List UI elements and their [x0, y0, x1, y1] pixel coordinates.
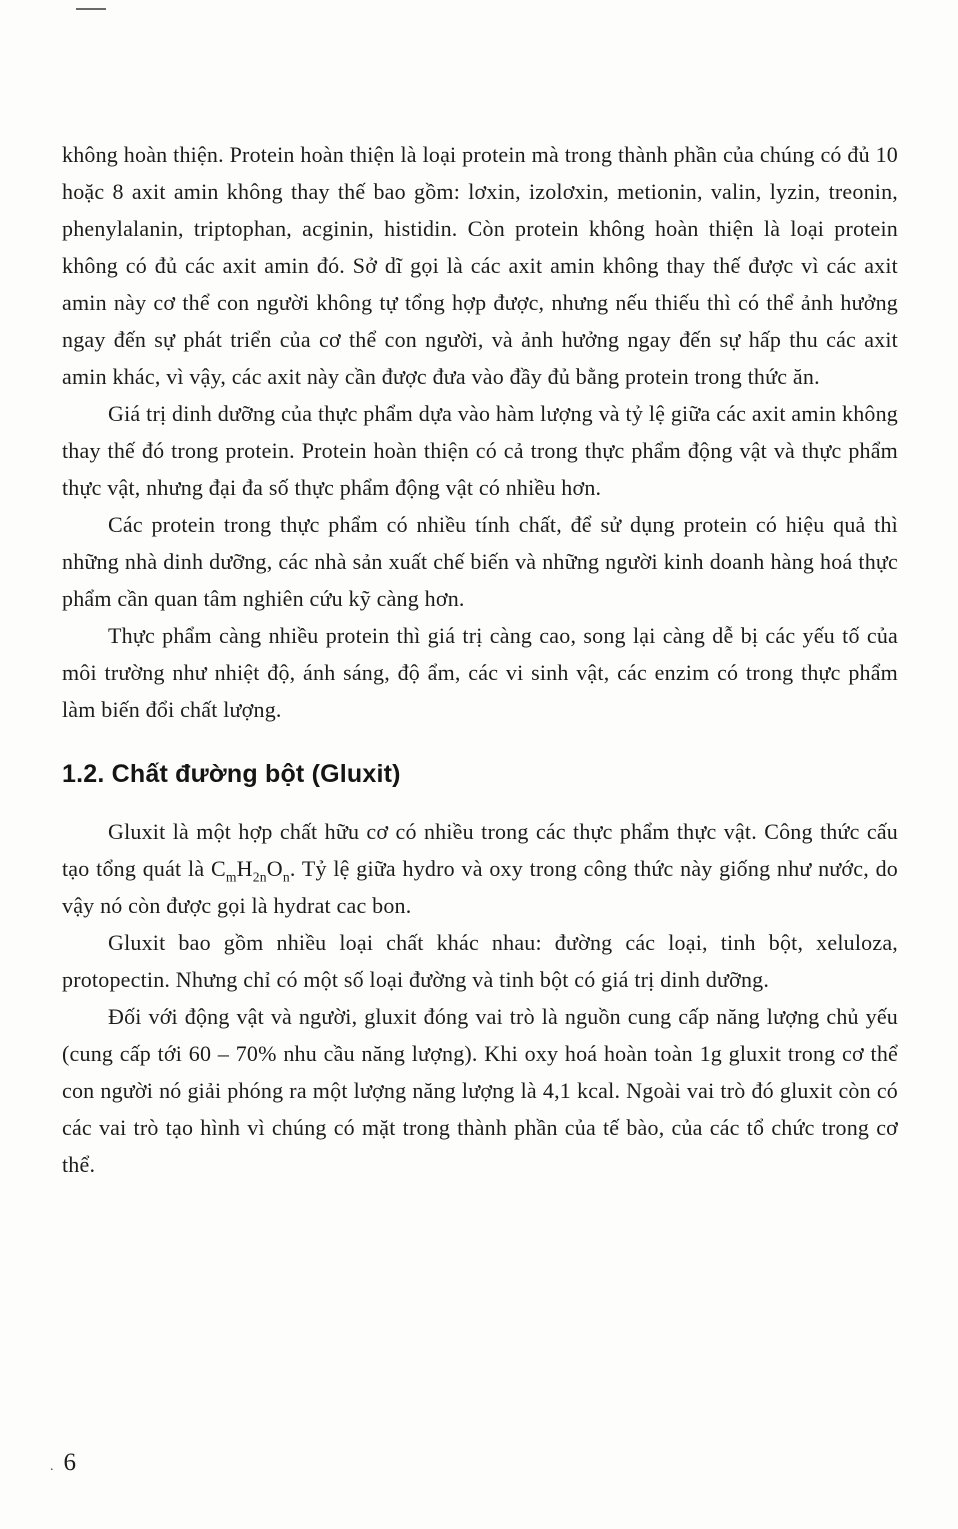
- formula-element-c: C: [210, 856, 226, 881]
- formula-paragraph-pre-text: Gluxit là một hợp chất hữu cơ có nhiều trong các thực phẩm thực vật. Công thức cấu tạo tổng quát là: [62, 819, 898, 881]
- chemical-formula: [210, 856, 290, 885]
- paragraph-2: Giá trị dinh dưỡng của thực phẩm dựa vào hàm lượng và tỷ lệ giữa các axit amin không thay thế đó trong protein. Protein hoàn thiện có cả trong thực phẩm động vật và thực phẩm thực vật, nhưng đại đa số thực phẩm động vật có nhiều hơn.: [62, 401, 898, 500]
- paragraph-7: Đối với động vật và người, gluxit đóng vai trò là nguồn cung cấp năng lượng chủ yếu (cung cấp tới 60 – 70% nhu cầu năng lượng). Khi oxy hoá hoàn toàn 1g gluxit trong cơ thể con người nó giải phóng ra một lượng năng lượng là 4,1 kcal. Ngoài vai trò đó gluxit còn có các vai trò tạo hình vì chúng có mặt trong thành phần của tế bào, của các tổ chức trong cơ thể.: [62, 1004, 898, 1177]
- formula-subscript-2n: 2n: [252, 869, 267, 885]
- footer-dot-artifact: .: [50, 1459, 54, 1474]
- page-number: 6: [63, 1449, 76, 1476]
- formula-paragraph-post-text: . Tỷ lệ giữa hydro và oxy trong công thức này giống như nước, do vậy nó còn được gọi là hydrat cac bon.: [62, 856, 898, 918]
- paragraph-3: Các protein trong thực phẩm có nhiều tính chất, để sử dụng protein có hiệu quả thì những nhà dinh dưỡng, các nhà sản xuất chế biến và những người kinh doanh hàng hoá thực phẩm cần quan tâm nghiên cứu kỹ càng hơn.: [62, 512, 898, 611]
- section-heading: 1.2. Chất đường bột (Gluxit): [62, 760, 401, 788]
- paragraph-5-with-formula: [62, 813, 898, 924]
- page-text: [62, 136, 898, 1183]
- formula-element-o: O: [266, 856, 283, 881]
- formula-element-h: H: [236, 856, 253, 881]
- paragraph-6: Gluxit bao gồm nhiều loại chất khác nhau: đường các loại, tinh bột, xeluloza, protopectin. Nhưng chỉ có một số loại đường và tinh bột có giá trị dinh dưỡng.: [62, 930, 898, 992]
- page-footer: [50, 1449, 76, 1477]
- scan-artifact-line: [76, 8, 106, 10]
- formula-subscript-n: n: [282, 869, 290, 885]
- paragraph-1: không hoàn thiện. Protein hoàn thiện là loại protein mà trong thành phần của chúng có đủ 10 hoặc 8 axit amin không thay thế bao gồm: lơxin, izolơxin, metionin, valin, lyzin, treonin, phenylalanin, triptophan, acginin, histidin. Còn protein không hoàn thiện là loại protein không có đủ các axit amin đó. Sở dĩ gọi là các axit amin không thay thế được vì các axit amin này cơ thể con người không tự tổng hợp được, nhưng nếu thiếu thì có thể ảnh hưởng ngay đến sự phát triển của cơ thể con người, và ảnh hưởng ngay đến sự hấp thu các axit amin khác, vì vậy, các axit này cần được đưa vào đầy đủ bằng protein trong thức ăn.: [62, 142, 898, 389]
- formula-subscript-m: m: [225, 869, 237, 885]
- paragraph-4: Thực phẩm càng nhiều protein thì giá trị càng cao, song lại càng dễ bị các yếu tố của môi trường như nhiệt độ, ánh sáng, độ ẩm, các vi sinh vật, các enzim có trong thực phẩm làm biến đổi chất lượng.: [62, 623, 898, 722]
